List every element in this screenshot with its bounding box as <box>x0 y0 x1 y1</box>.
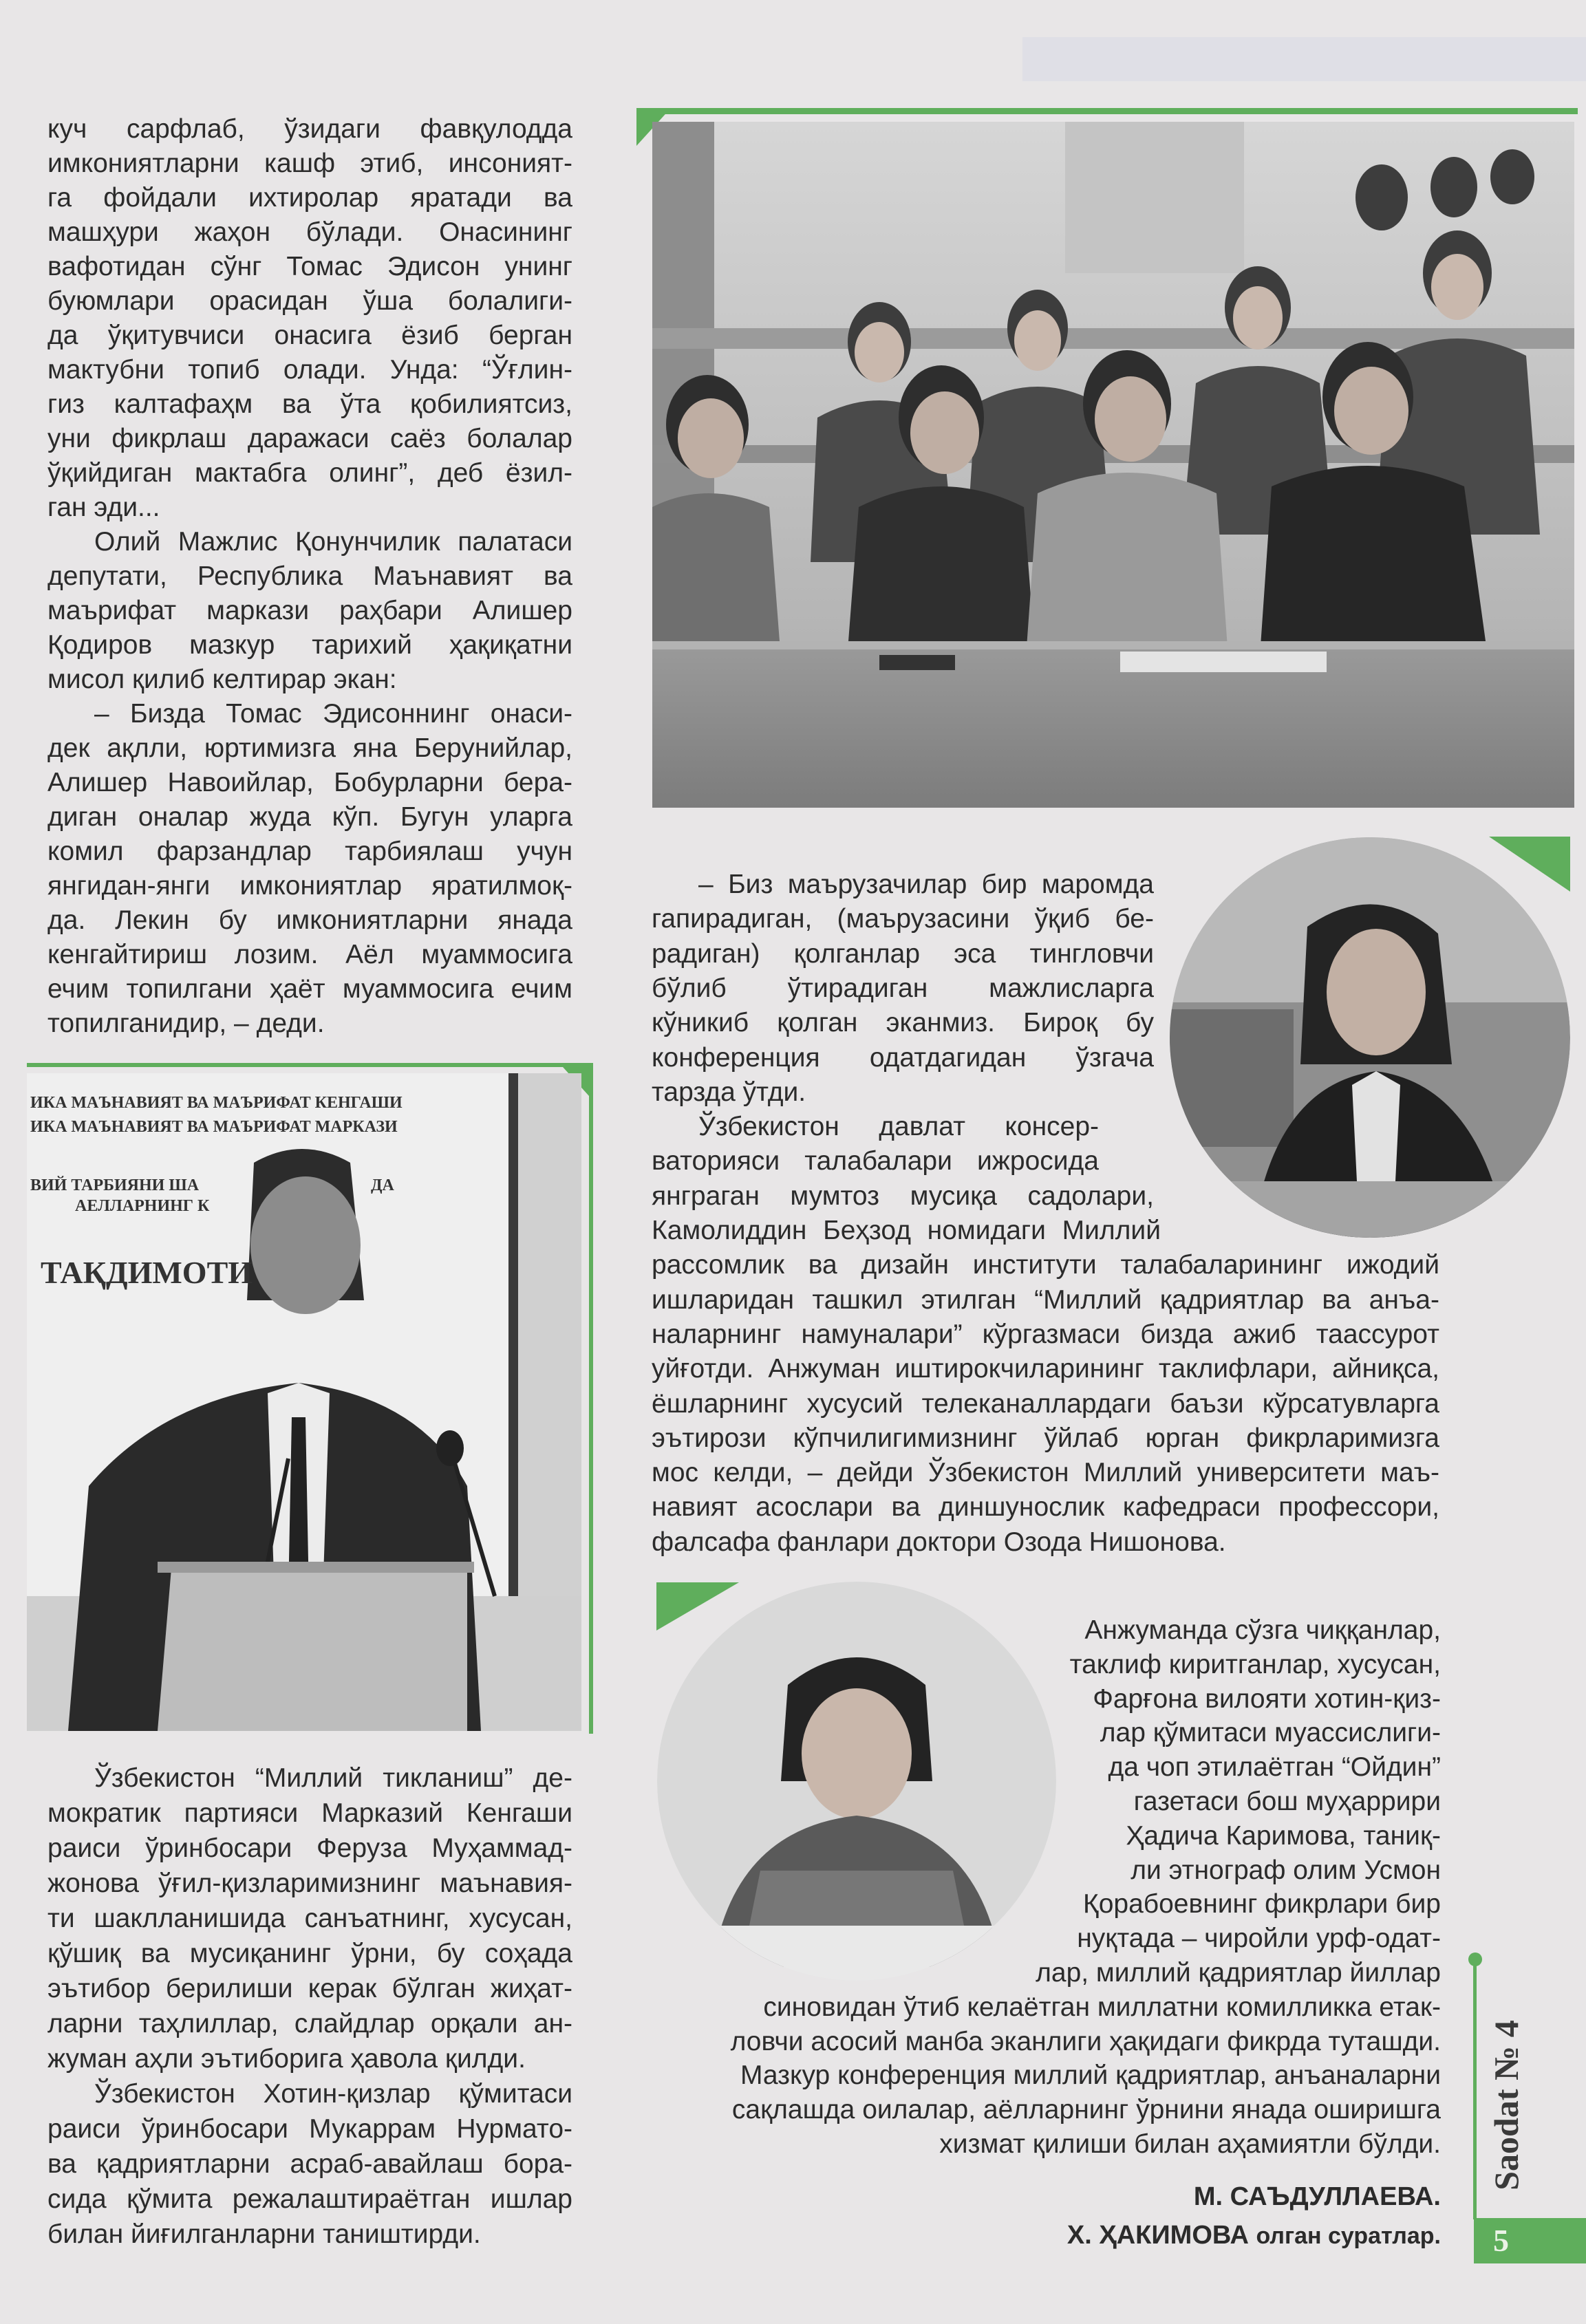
text-line: гапирадиган, (маърузасини ўқиб бе- <box>652 904 1154 934</box>
text-line: Қорабоевнинг фикрлари бир <box>1082 1889 1441 1919</box>
text-line: Олий Мажлис Қонунчилик палатаси <box>94 527 572 557</box>
text-line: имкониятларни кашф этиб, инсоният- <box>47 149 572 178</box>
text-line: да чоп этилаётган “Ойдин” <box>1108 1752 1441 1783</box>
magazine-issue-label: Saodat № 4 <box>1487 2020 1525 2191</box>
text-line: Ўзбекистон давлат консер- <box>698 1112 1099 1142</box>
text-line: ечим топилгани ҳаёт муаммосига ечим <box>47 974 572 1004</box>
text-line: Алишер Навоийлар, Бобурларни бера- <box>47 768 572 797</box>
text-line: ишларидан ташкил этилган “Миллий қадриятлар ва анъа- <box>652 1284 1439 1315</box>
audience-photo <box>652 122 1574 808</box>
text-line: Анжуманда сўзга чиққанлар, <box>1084 1615 1441 1645</box>
photo-frame-top-bar <box>27 1063 593 1067</box>
author-byline: М. САЪДУЛЛАЕВА. <box>1193 2182 1441 2211</box>
slide-text-line3a: ВИЙ ТАРБИЯНИ ША <box>30 1176 200 1194</box>
photo-frame-top-bar <box>636 108 1578 114</box>
text-line: депутати, Республика Маънавият ва <box>47 561 572 591</box>
text-line: раиси ўринбосари Феруза Муҳаммад- <box>47 1833 572 1863</box>
portrait-photo-karimova <box>657 1582 1056 1981</box>
text-line: лар, миллий қадриятлар йиллар <box>1036 1958 1441 1988</box>
text-line: ловчи асосий манба эканлиги ҳақидаги фикрда туташди. <box>730 2026 1441 2056</box>
text-line: да. Лекин бу имкониятларни янада <box>47 905 572 935</box>
text-line: комил фарзандлар тарбиялаш учун <box>47 837 572 866</box>
text-line: Ўзбекистон Хотин-қизлар қўмитаси <box>94 2079 572 2109</box>
text-line: дек ақлли, юртимизга яна Берунийлар, <box>47 733 572 763</box>
text-line: жуман аҳли эътиборига ҳавола қилди. <box>47 2044 526 2074</box>
text-line: бўлиб ўтирадиган мажлисларга <box>652 973 1154 1003</box>
text-line: уни фикрлаш даражаси саёз болалар <box>47 424 572 453</box>
text-line: буюмлари орасидан ўша болалиги- <box>47 286 572 316</box>
text-line: эътибор берилиши керак бўлган жиҳат- <box>47 1974 572 2003</box>
text-line: синовидан ўтиб келаётган миллатни комилликка етак- <box>763 1992 1441 2022</box>
text-line: ва қадриятларни асраб-авайлаш бора- <box>47 2149 572 2179</box>
text-line: рассомлик ва дизайн институти талабаларининг ижодий <box>652 1250 1439 1280</box>
footer-vertical-rule <box>1473 1961 1477 2219</box>
text-line: вафотидан сўнг Томас Эдисон унинг <box>47 252 572 281</box>
text-line: Камолиддин Беҳзод номидаги Миллий <box>652 1216 1161 1245</box>
text-line: мократик партияси Марказий Кенгаши <box>47 1798 572 1828</box>
text-line: диган оналар жуда кўп. Бугун уларга <box>47 802 572 832</box>
text-line: – Бизда Томас Эдисоннинг онаси- <box>94 699 572 729</box>
photo-credit <box>1067 2221 1441 2250</box>
photo-credit-suffix: олган суратлар. <box>1256 2223 1441 2249</box>
text-line: мактубни топиб олади. Унда: “Ўғлин- <box>47 355 572 385</box>
text-line: газетаси бош муҳаррири <box>1133 1787 1441 1816</box>
text-line: билан йиғилганларни таништирди. <box>47 2219 481 2249</box>
text-line: хизмат қилиши билан аҳамиятли бўлди. <box>939 2129 1441 2159</box>
text-line: Ўзбекистон “Миллий тикланиш” де- <box>94 1763 572 1793</box>
photographer-name: Х. ҲАКИМОВА <box>1067 2221 1249 2250</box>
text-line: уйғотди. Анжуман иштирокчиларининг таклифлари, айниқса, <box>652 1354 1439 1384</box>
text-line: ваторияси талабалари ижросида <box>652 1146 1099 1176</box>
text-line: эътирози кўпчилигимизнинг ўйлаб юрган фикрларимизга <box>652 1423 1439 1453</box>
text-line: Қодиров мазкур тарихий ҳақиқатни <box>47 630 572 660</box>
header-band <box>1022 37 1586 81</box>
portrait-photo-nishonova <box>1170 837 1570 1238</box>
text-line: лар қўмитаси муассислиги- <box>1100 1718 1441 1748</box>
text-line: қўшиқ ва мусиқанинг ўрни, бу соҳада <box>47 1939 572 1968</box>
page-number: 5 <box>1474 2218 1586 2263</box>
text-line: куч сарфлаб, ўзидаги фавқулодда <box>47 114 572 144</box>
text-line: ти шаклланишида санъатнинг, хусусан, <box>47 1904 572 1933</box>
text-line: Ҳадича Каримова, таниқ- <box>1126 1820 1441 1851</box>
text-line: фалсафа фанлари доктори Озода Нишонова. <box>652 1527 1226 1557</box>
text-line: жонова ўғил-қизларимизнинг маънавия- <box>47 1869 572 1898</box>
text-line: янгидан-янги имкониятлар яратилмоқ- <box>47 871 572 901</box>
text-line: мисол қилиб келтирар экан: <box>47 665 397 694</box>
text-line: да ўқитувчиси онасига ёзиб берган <box>47 321 572 350</box>
text-line: конференция одатдагидан ўзгача <box>652 1042 1154 1073</box>
text-line: янграган мумтоз мусиқа садолари, <box>652 1181 1154 1211</box>
text-line: ган эди... <box>47 493 160 522</box>
text-line: ўқийдиган мактабга олинг”, деб ёзил- <box>47 458 572 488</box>
text-line: мос келди, – дейди Ўзбекистон Миллий университети маъ- <box>652 1458 1439 1488</box>
slide-text-line4: АЕЛЛАРНИНГ К <box>75 1197 210 1215</box>
text-line: радиган) қолганлар эса тингловчи <box>652 938 1154 969</box>
text-line: кенгайтириш лозим. Аёл муаммосига <box>47 940 572 969</box>
text-line: нуқтада – чиройли урф-одат- <box>1077 1924 1441 1954</box>
text-line: таклиф киритганлар, хусусан, <box>1069 1649 1441 1679</box>
footer-rule-dot <box>1468 1952 1482 1966</box>
text-line: машҳури жаҳон бўлади. Онасининг <box>47 217 572 247</box>
text-line: гиз калтафаҳм ва ўта қобилиятсиз, <box>47 389 572 419</box>
text-line: ли этнограф олим Усмон <box>1130 1855 1441 1885</box>
text-line: маърифат маркази раҳбари Алишер <box>47 596 572 625</box>
text-line: ларни таҳлиллар, слайдлар орқали ан- <box>47 2009 572 2038</box>
slide-text-line2: ИКА МАЪНАВИЯТ ВА МАЪРИФАТ МАРКАЗИ <box>30 1118 398 1136</box>
text-line: тарзда ўтди. <box>652 1077 806 1107</box>
text-line: Фарғона вилояти хотин-қиз- <box>1093 1683 1441 1714</box>
photo-frame-right-bar <box>589 1063 593 1734</box>
text-line: топилганидир, – деди. <box>47 1009 325 1038</box>
slide-text-line1: ИКА МАЪНАВИЯТ ВА МАЪРИФАТ КЕНГАШИ <box>30 1094 403 1112</box>
text-line: навият асослари ва диншунослик кафедраси профессори, <box>652 1492 1439 1523</box>
text-line: га фойдали ихтиролар яратади ва <box>47 183 572 213</box>
text-line: – Биз маърузачилар бир маромда <box>698 870 1154 899</box>
text-line: кўникиб қолган эканмиз. Бироқ бу <box>652 1008 1154 1038</box>
text-line: сида қўмита режалаштираётган ишлар <box>47 2184 572 2214</box>
speaker-photo <box>27 1073 581 1731</box>
text-line: Мазкур конференция миллий қадриятлар, анъаналарни <box>740 2061 1441 2091</box>
text-line: ёшларнинг хусусий телеканаллардаги баъзи кўрсатувларга <box>652 1388 1439 1419</box>
text-line: наларнинг намуналари” кўргазмаси бизда ажиб таассурот <box>652 1319 1439 1349</box>
slide-title: ТАҚДИМОТИ <box>41 1255 253 1290</box>
text-line: раиси ўринбосари Мукаррам Нурмато- <box>47 2114 572 2144</box>
slide-text-line3b: ДА <box>371 1176 394 1194</box>
text-line: сақлашда оилалар, аёлларнинг ўрнини янада оширишга <box>731 2095 1441 2125</box>
